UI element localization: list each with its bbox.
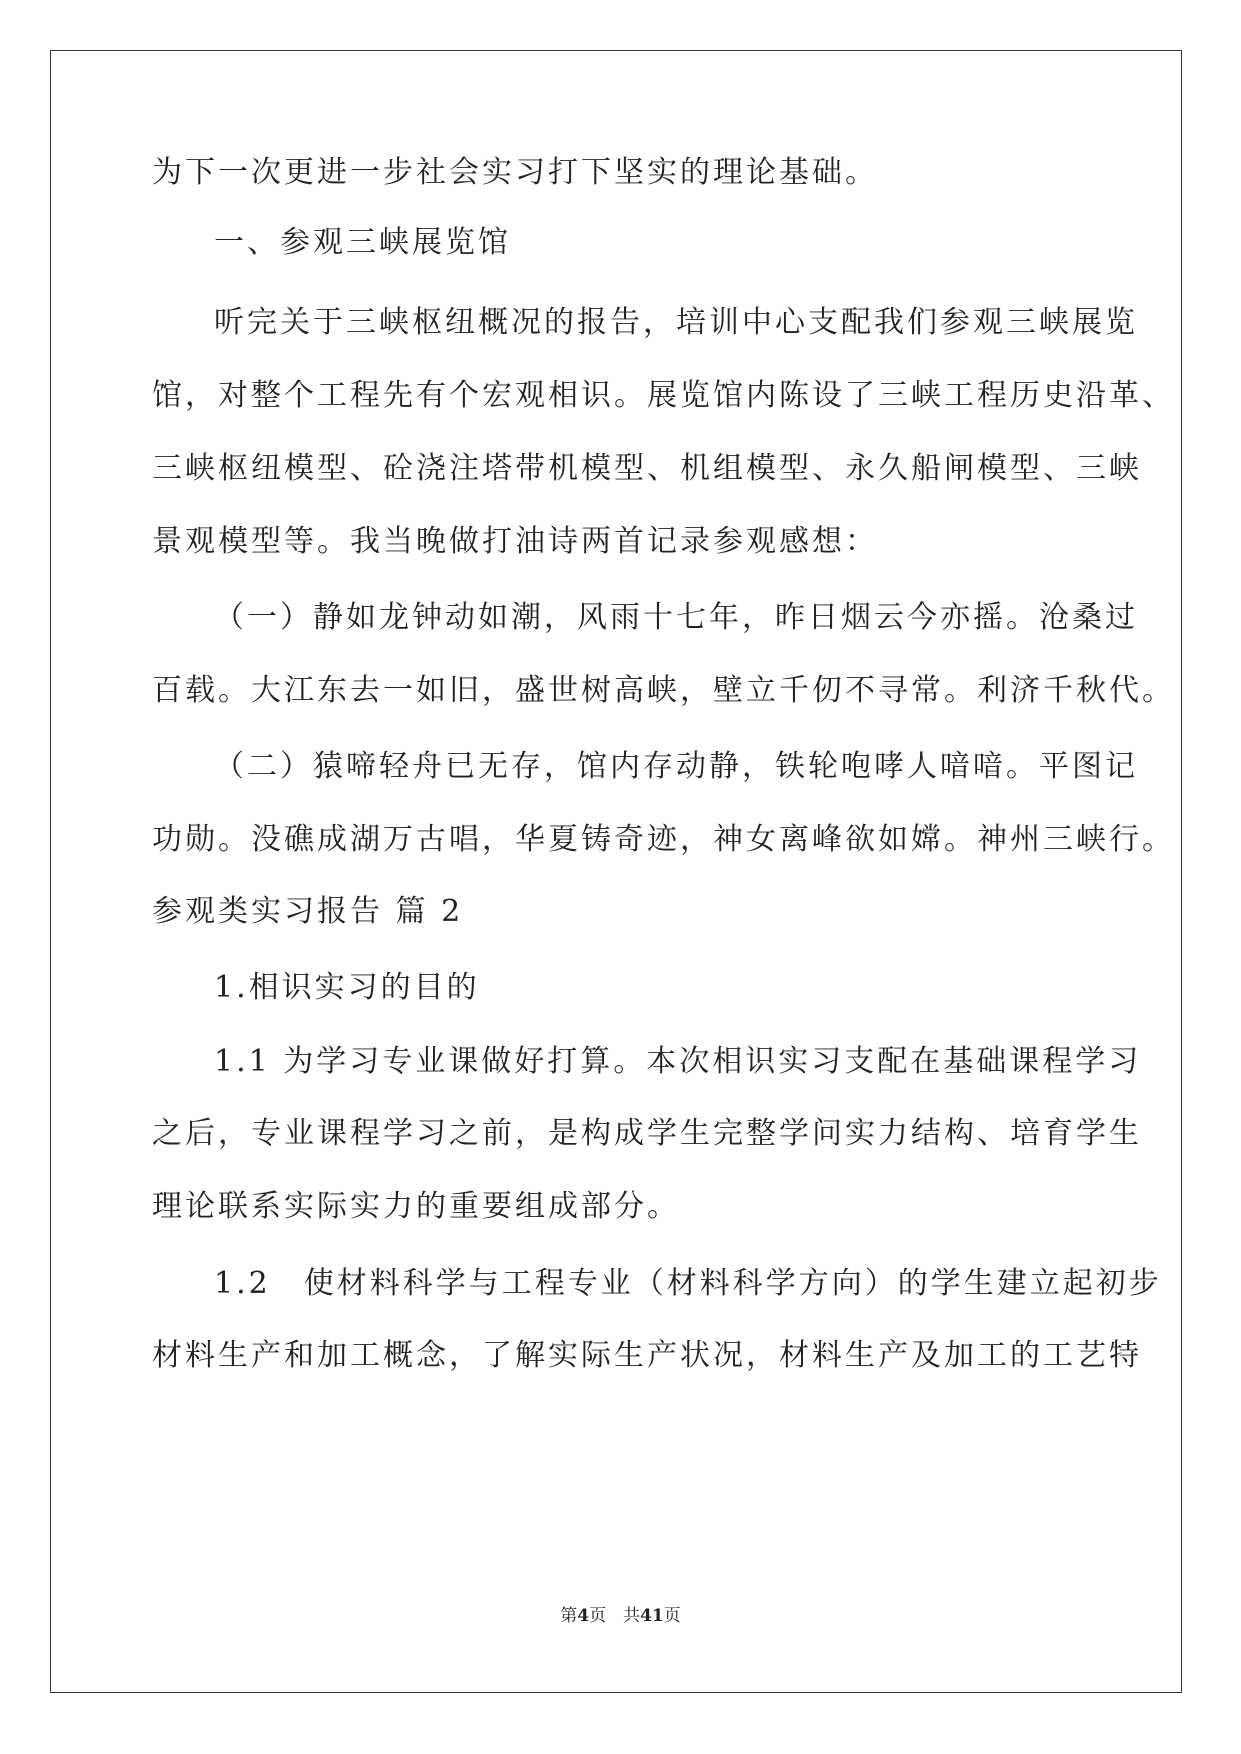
poem-line: （二）猿啼轻舟已无存，馆内存动静，铁轮咆哮人喑喑。平图记 [214,749,1138,784]
text-line: 馆，对整个工程先有个宏观相识。展览馆内陈设了三峡工程历史沿革、 [152,378,1175,413]
page-footer [0,1601,1241,1626]
page-total: 41 [640,1606,664,1626]
text-line: 1.2 使材料科学与工程专业（材料科学方向）的学生建立起初步 [214,1266,1162,1301]
text-line: 材料生产和加工概念，了解实际生产状况，材料生产及加工的工艺特 [152,1338,1142,1373]
text-line: 1.1 为学习专业课做好打算。本次相识实习支配在基础课程学习 [214,1044,1142,1079]
text-line: 理论联系实际实力的重要组成部分。 [152,1189,680,1224]
text-line: 三峡枢纽模型、砼浇注塔带机模型、机组模型、永久船闸模型、三峡 [152,451,1142,486]
page-border [50,50,1182,1693]
poem-line: （一）静如龙钟动如潮，风雨十七年，昨日烟云今亦摇。沧桑过 [214,600,1138,635]
text-line: 为下一次更进一步社会实习打下坚实的理论基础。 [152,155,878,190]
text-line: 之后，专业课程学习之前，是构成学生完整学问实力结构、培育学生 [152,1116,1142,1151]
text-line: 景观模型等。我当晚做打油诗两首记录参观感想： [152,524,878,559]
poem-line: 功勋。没礁成湖万古唱，华夏铸奇迹，神女离峰欲如嫦。神州三峡行。 [152,822,1175,857]
poem-line: 百载。大江东去一如旧，盛世树高峡，壁立千仞不寻常。利济千秋代。 [152,673,1175,708]
section-heading: 一、参观三峡展览馆 [214,225,511,260]
text-line: 听完关于三峡枢纽概况的报告，培训中心支配我们参观三峡展览 [214,305,1138,340]
page-number: 4 [577,1606,590,1626]
footer-prefix: 第 [560,1606,578,1626]
article-heading: 参观类实习报告 篇 2 [152,894,464,929]
footer-suffix: 页 [663,1606,681,1626]
footer-mid: 页 共 [589,1606,641,1626]
subsection-heading: 1.相识实习的目的 [214,970,480,1005]
